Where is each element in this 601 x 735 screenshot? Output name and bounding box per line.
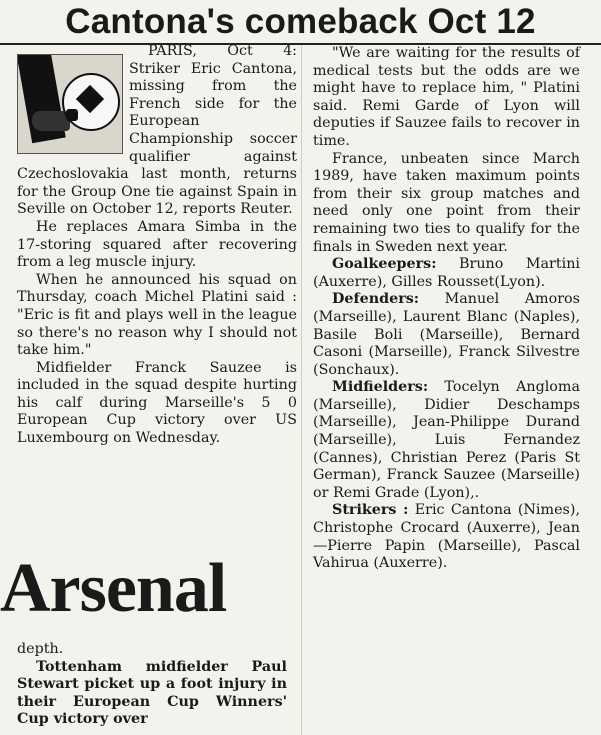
defenders-list: Manuel Amoros (Marseille), Laurent Blanc (Naples), Basile Boli (Marseille), Bernard Casoni (Marseille), Franck Silvestre (Sonchaux).	[313, 291, 580, 378]
strikers-list: Eric Cantona (Nimes), Christophe Crocard (Auxerre), Jean—Pierre Papin (Marseille), Pascal Vahirua (Auxerre).	[313, 502, 580, 572]
squad-goalkeepers	[313, 256, 580, 291]
goalkeepers-list: Bruno Martini (Auxerre), Gilles Rousset(Lyon).	[313, 256, 580, 290]
paragraph-france-unbeaten: France, unbeaten since March 1989, have taken maximum points from their six group matches and need only one point from their remaining two ties to qualify for the finals in Sweden next year.	[313, 150, 580, 255]
arsenal-column	[17, 641, 287, 729]
paragraph-sauzee: Midfielder Franck Sauzee is included in the squad despite hurting his calf during Marseille's 5 0 European Cup victory over US Luxembourg on Wednesday.	[17, 359, 297, 447]
squad-midfielders	[313, 379, 580, 502]
strikers-label: Strikers :	[332, 502, 409, 519]
squad-strikers	[313, 502, 580, 572]
football-player-photo	[17, 54, 123, 154]
defenders-label: Defenders:	[332, 291, 420, 308]
page-headline: Cantona's comeback Oct 12	[65, 2, 536, 41]
football-icon	[62, 73, 120, 131]
paragraph-replacement: He replaces Amara Simba in the 17-storing squared after recovering from a leg muscle injury.	[17, 218, 297, 271]
paragraph-platini-quote: When he announced his squad on Thursday, coach Michel Platini said : "Eric is fit and plays well in the league so there's no reason why I should not take him."	[17, 271, 297, 359]
paragraph-medical-tests: "We are waiting for the results of medical tests but the odds are we might have to replace him, " Platini said. Remi Garde of Lyon will deputies if Sauzee fails to recover in time.	[313, 45, 580, 149]
goalkeepers-label: Goalkeepers:	[332, 256, 437, 273]
left-column	[17, 43, 297, 448]
squad-defenders	[313, 291, 580, 379]
midfielders-label: Midfielders:	[332, 379, 429, 396]
right-column	[313, 45, 580, 573]
lead-paragraph: PARIS, Oct 4: Striker Eric Cantona, missing from the French side for the European Championship soccer qualifier against Czechoslovakia last month, returns for the Group One tie against Spain in Seville on October 12, reports Reuter.	[17, 43, 297, 218]
midfielders-list: Tocelyn Angloma (Marseille), Didier Deschamps (Marseille), Jean-Philippe Durand (Marseille), Luis Fernandez (Cannes), Christian Perez (Paris St German), Franck Sauzee (Marseille) or Remi Grade (Lyon),.	[313, 379, 580, 501]
arsenal-paragraph-1: depth.	[17, 641, 64, 657]
column-divider	[301, 45, 302, 735]
arsenal-paragraph-2: Tottenham midfielder Paul Stewart picket up a foot injury in their European Cup Winners' Cup victory over	[17, 658, 287, 728]
arsenal-headline: Arsenal	[0, 550, 227, 627]
